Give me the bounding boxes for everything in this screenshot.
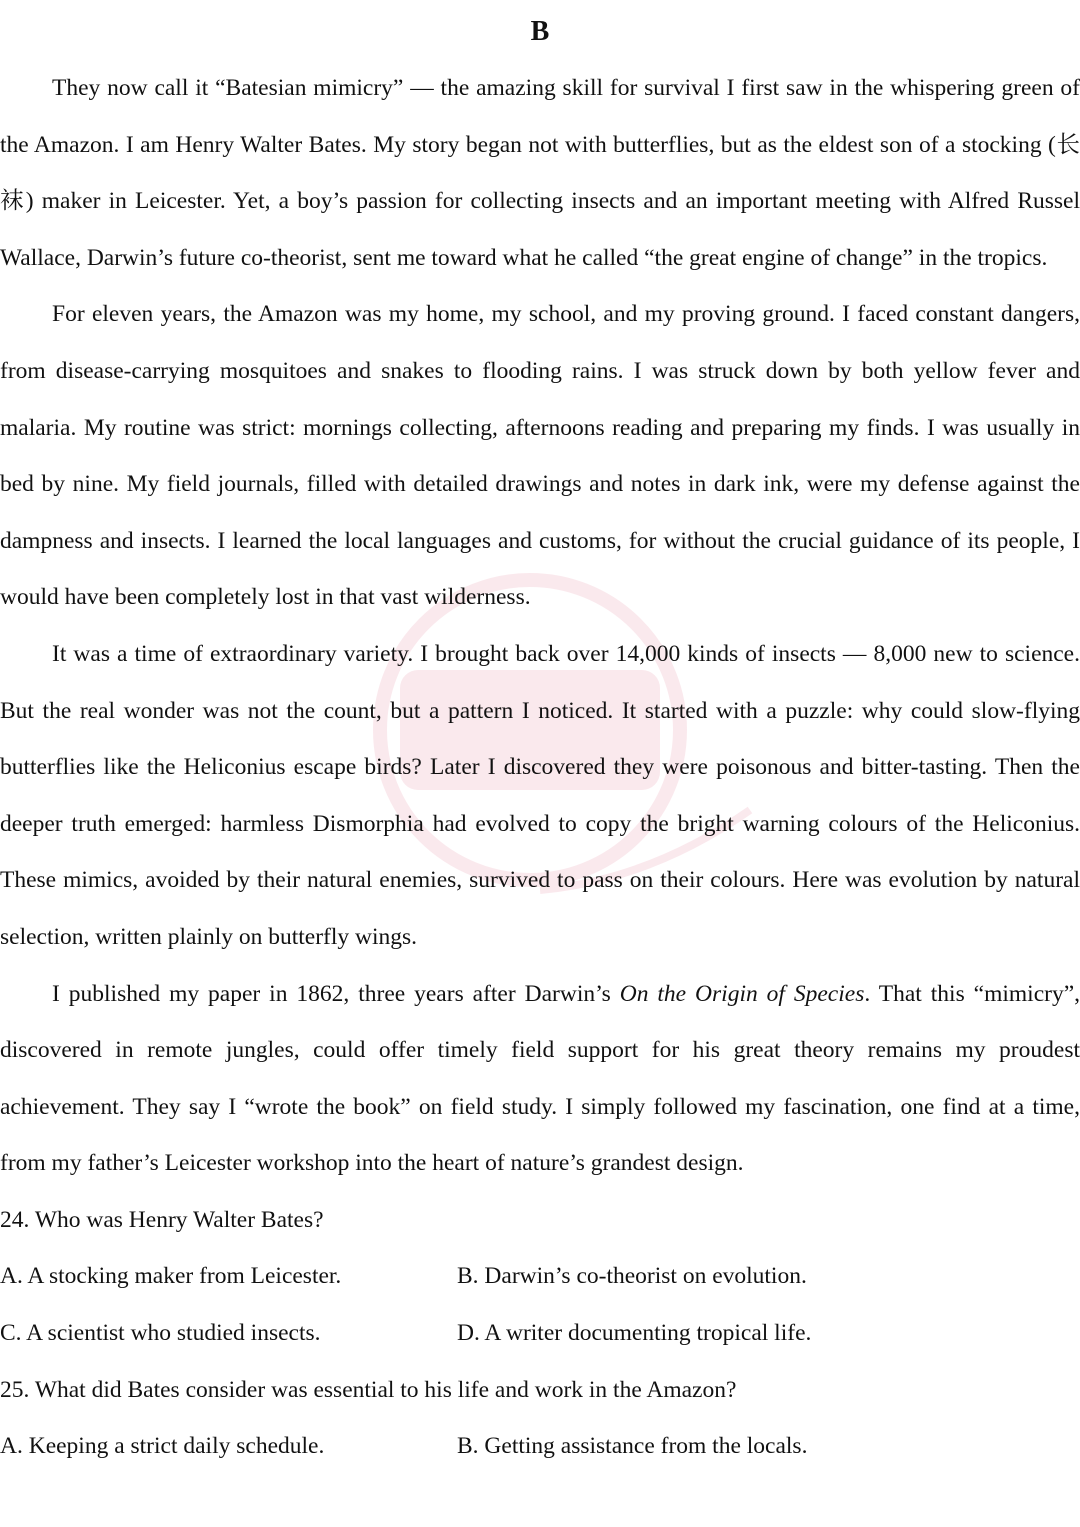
paragraph-4 [0, 966, 1080, 1192]
paragraph-1: They now call it “Batesian mimicry” — the amazing skill for survival I first saw in the whispering green of the Amazon. I am Henry Walter Bates. My story began not with butterflies, but as the eldest son of a stocking (长袜) maker in Leicester. Yet, a boy’s passion for collecting insects and an important meeting with Alfred Russel Wallace, Darwin’s future co-theorist, sent me toward what he called “the great engine of change” in the tropics. [0, 75, 1080, 271]
question-24-stem: 24. Who was Henry Walter Bates? [0, 1206, 324, 1233]
question-24-option-b: B. Darwin’s co-theorist on evolution. [457, 1263, 807, 1290]
question-24-options-row-1 [0, 1248, 1080, 1305]
question-25-option-b: B. Getting assistance from the locals. [457, 1433, 808, 1460]
question-24-options-row-2 [0, 1305, 1080, 1362]
question-25-option-a: A. Keeping a strict daily schedule. [0, 1433, 325, 1460]
question-25-stem: 25. What did Bates consider was essential to his life and work in the Amazon? [0, 1376, 737, 1403]
paragraph-3: It was a time of extraordinary variety. I brought back over 14,000 kinds of insects — 8,000 new to science. But the real wonder was not the count, but a pattern I noticed. It started with a puzzle: why could slow-flying butterflies like the Heliconius escape birds? Later I discovered they were poisonous and bitter-tasting. Then the deeper truth emerged: harmless Dismorphia had evolved to copy the bright warning colours of the Heliconius. These mimics, avoided by their natural enemies, survived to pass on their colours. Here was evolution by natural selection, written plainly on butterfly wings. [0, 640, 1080, 950]
passage-body [0, 60, 1080, 1475]
question-24-option-d: D. A writer documenting tropical life. [457, 1320, 812, 1347]
book-title: On the Origin of Species [619, 980, 865, 1007]
paragraph-4-after: . That this “mimicry”, discovered in remote jungles, could offer timely field support for his great theory remains my proudest achievement. They say I “wrote the book” on field study. I simply followed my fascination, one find at a time, from my father’s Leicester workshop into the heart of nature’s grandest design. [0, 980, 1080, 1177]
paragraph-4-before: I published my paper in 1862, three years after Darwin’s [52, 980, 620, 1007]
section-title: B [530, 16, 550, 47]
question-25-options-row-1 [0, 1418, 1080, 1475]
question-24-option-c: C. A scientist who studied insects. [0, 1320, 321, 1347]
question-24-option-a: A. A stocking maker from Leicester. [0, 1263, 342, 1290]
paragraph-2: For eleven years, the Amazon was my home, my school, and my proving ground. I faced constant dangers, from disease-carrying mosquitoes and snakes to flooding rains. I was struck down by both yellow fever and malaria. My routine was strict: mornings collecting, afternoons reading and preparing my finds. I was usually in bed by nine. My field journals, filled with detailed drawings and notes in dark ink, were my defense against the dampness and insects. I learned the local languages and customs, for without the crucial guidance of its people, I would have been completely lost in that vast wilderness. [0, 301, 1080, 611]
